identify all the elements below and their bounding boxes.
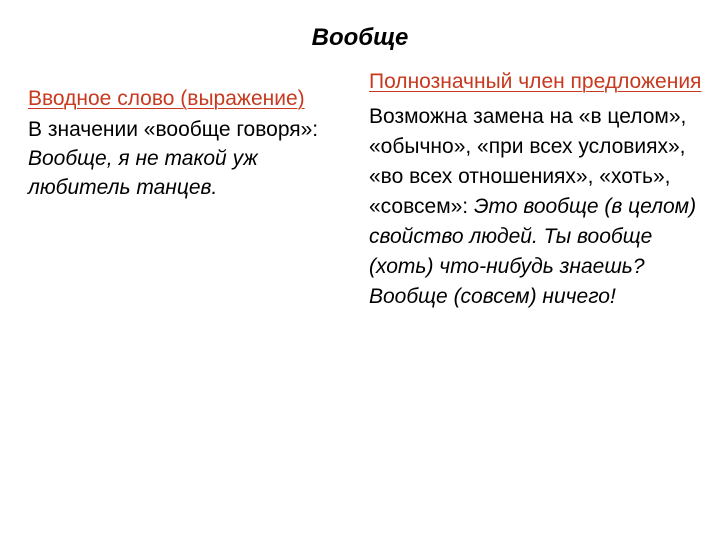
sentence-member-description <box>369 102 709 312</box>
introductory-word-heading: Вводное слово (выражение) <box>28 87 305 110</box>
introductory-word-example: Вообще, я не такой уж любитель танцев. <box>28 147 258 199</box>
slide-title: Вообще <box>311 24 409 51</box>
sentence-member-example: Это вообще (в целом) свойство людей. Ты вообще (хоть) что-нибудь знаешь? Вообще (совсем) ничего! <box>369 195 697 308</box>
introductory-word-meaning: В значении «вообще говоря»: <box>28 118 319 141</box>
introductory-word-description <box>28 115 363 202</box>
sentence-member-meaning: Возможна замена на «в целом», «обычно», «при всех условиях», «во всех отношениях», «хоть», «совсем»: <box>369 105 687 218</box>
sentence-member-heading: Полнозначный член предложения <box>369 70 702 93</box>
left-column <box>28 84 363 202</box>
right-column <box>369 67 709 312</box>
